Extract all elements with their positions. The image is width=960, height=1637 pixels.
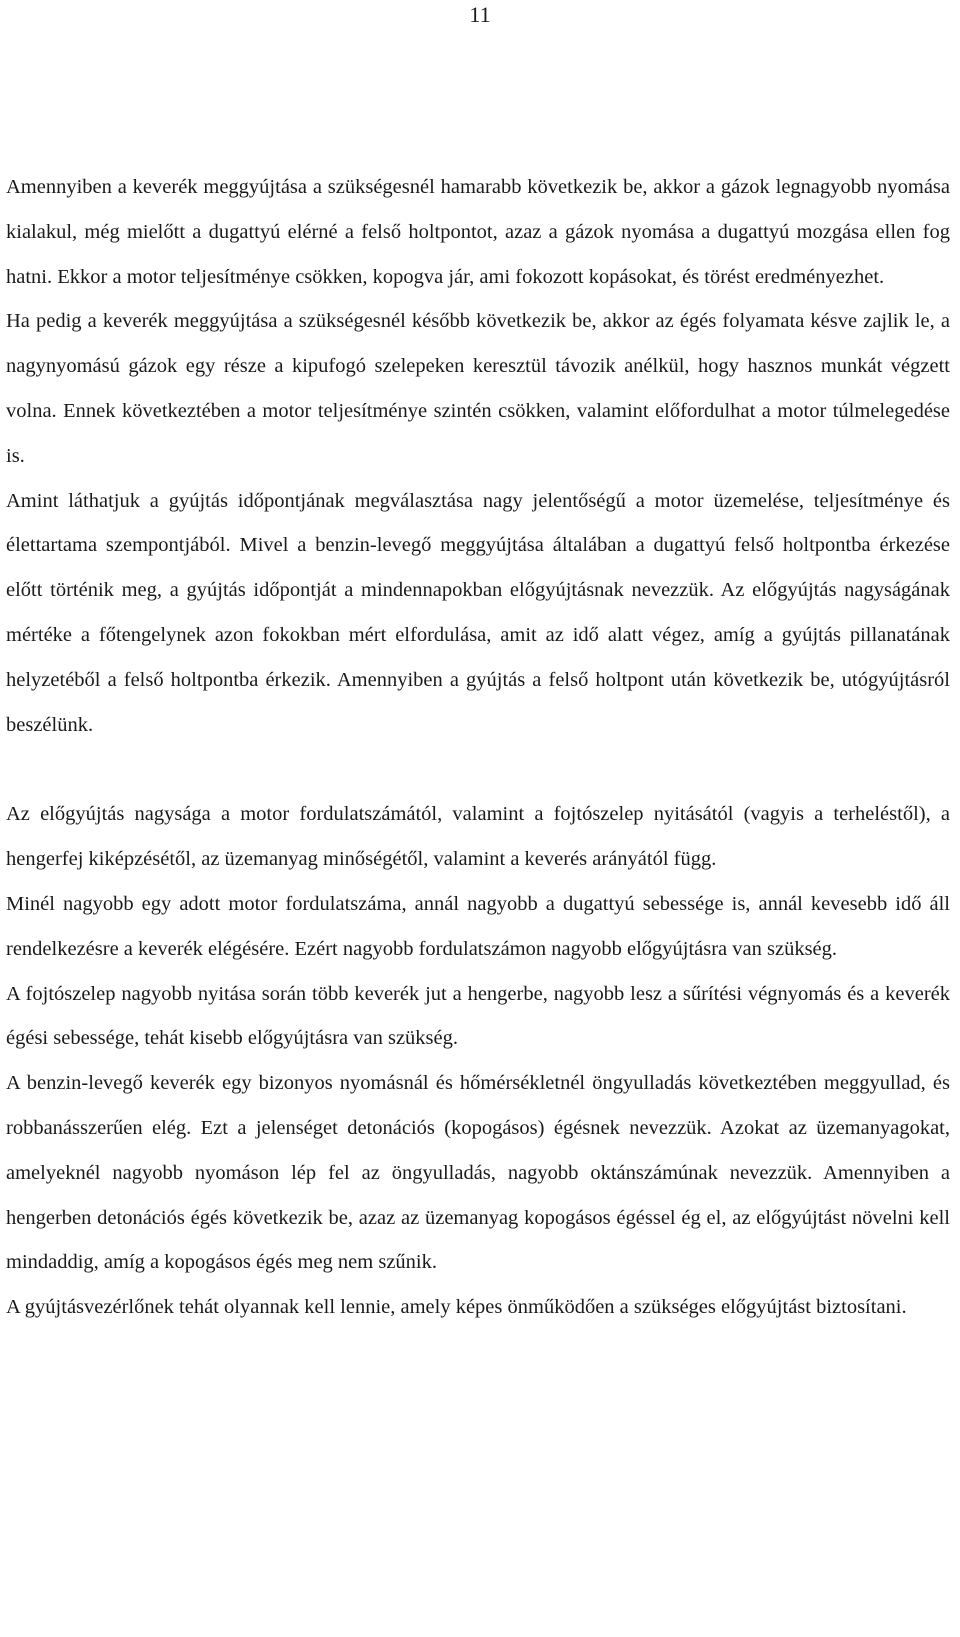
paragraph-ignition-timing: Amint láthatjuk a gyújtás időpontjának megválasztása nagy jelentőségű a motor üzemelése, teljesítménye és élettartama szempontjából. Mivel a benzin-levegő meggyújtása általában a dugattyú felső holtpontba érkezése előtt történik meg, a gyújtás időpontját a mindennapokban előgyújtásnak nevezzük. Az előgyújtás nagyságának mértéke a főtengelynek azon fokokban mért elfordulása, amit az idő alatt végez, amíg a gyújtás pillanatának helyzetéből a felső holtpontba érkezik. Amennyiben a gyújtás a felső holtpont után következik be, utógyújtásról beszélünk. [6, 489, 950, 736]
document-body [6, 165, 950, 1330]
paragraph-advance-factors: Az előgyújtás nagysága a motor fordulatszámától, valamint a fojtószelep nyitásától (vagyis a terheléstől), a hengerfej kiképzésétől, az üzemanyag minőségétől, valamint a keverés arányától függ. [6, 803, 950, 871]
page-number: 11 [469, 2, 491, 27]
section-spacer [6, 747, 950, 792]
paragraph-late-ignition: Ha pedig a keverék meggyújtása a szükségesnél később következik be, akkor az égés folyamata késve zajlik le, a nagynyomású gázok egy része a kipufogó szelepeken keresztül távozik anélkül, hogy hasznos munkát végzett volna. Ennek következtében a motor teljesítménye szintén csökken, valamint előfordulhat a motor túlmelegedése is. [6, 310, 950, 467]
paragraph-engine-speed: Minél nagyobb egy adott motor fordulatszáma, annál nagyobb a dugattyú sebessége is, annál kevesebb idő áll rendelkezésre a keverék elégésére. Ezért nagyobb fordulatszámon nagyobb előgyújtásra van szükség. [6, 892, 950, 960]
paragraph-throttle-opening: A fojtószelep nagyobb nyitása során több keverék jut a hengerbe, nagyobb lesz a sűrítési végnyomás és a keverék égési sebessége, tehát kisebb előgyújtásra van szükség. [6, 982, 950, 1050]
paragraph-detonation: A benzin-levegő keverék egy bizonyos nyomásnál és hőmérsékletnél öngyulladás következtében meggyullad, és robbanásszerűen elég. Ezt a jelenséget detonációs (kopogásos) égésnek nevezzük. Azokat az üzemanyagokat, amelyeknél nagyobb nyomáson lép fel az öngyulladás, nagyobb oktánszámúnak nevezzük. Amennyiben a hengerben detonációs égés következik be, azaz az üzemanyag kopogásos égéssel ég el, az előgyújtást növelni kell mindaddig, amíg a kopogásos égés meg nem szűnik. [6, 1072, 950, 1274]
paragraph-ignition-controller: A gyújtásvezérlőnek tehát olyannak kell lennie, amely képes önműködően a szükséges előgyújtást biztosítani. [6, 1296, 907, 1319]
paragraph-early-ignition: Amennyiben a keverék meggyújtása a szükségesnél hamarabb következik be, akkor a gázok legnagyobb nyomása kialakul, még mielőtt a dugattyú elérné a felső holtpontot, azaz a gázok nyomása a dugattyú mozgása ellen fog hatni. Ekkor a motor teljesítménye csökken, kopogva jár, ami fokozott kopásokat, és törést eredményezhet. [6, 176, 950, 288]
